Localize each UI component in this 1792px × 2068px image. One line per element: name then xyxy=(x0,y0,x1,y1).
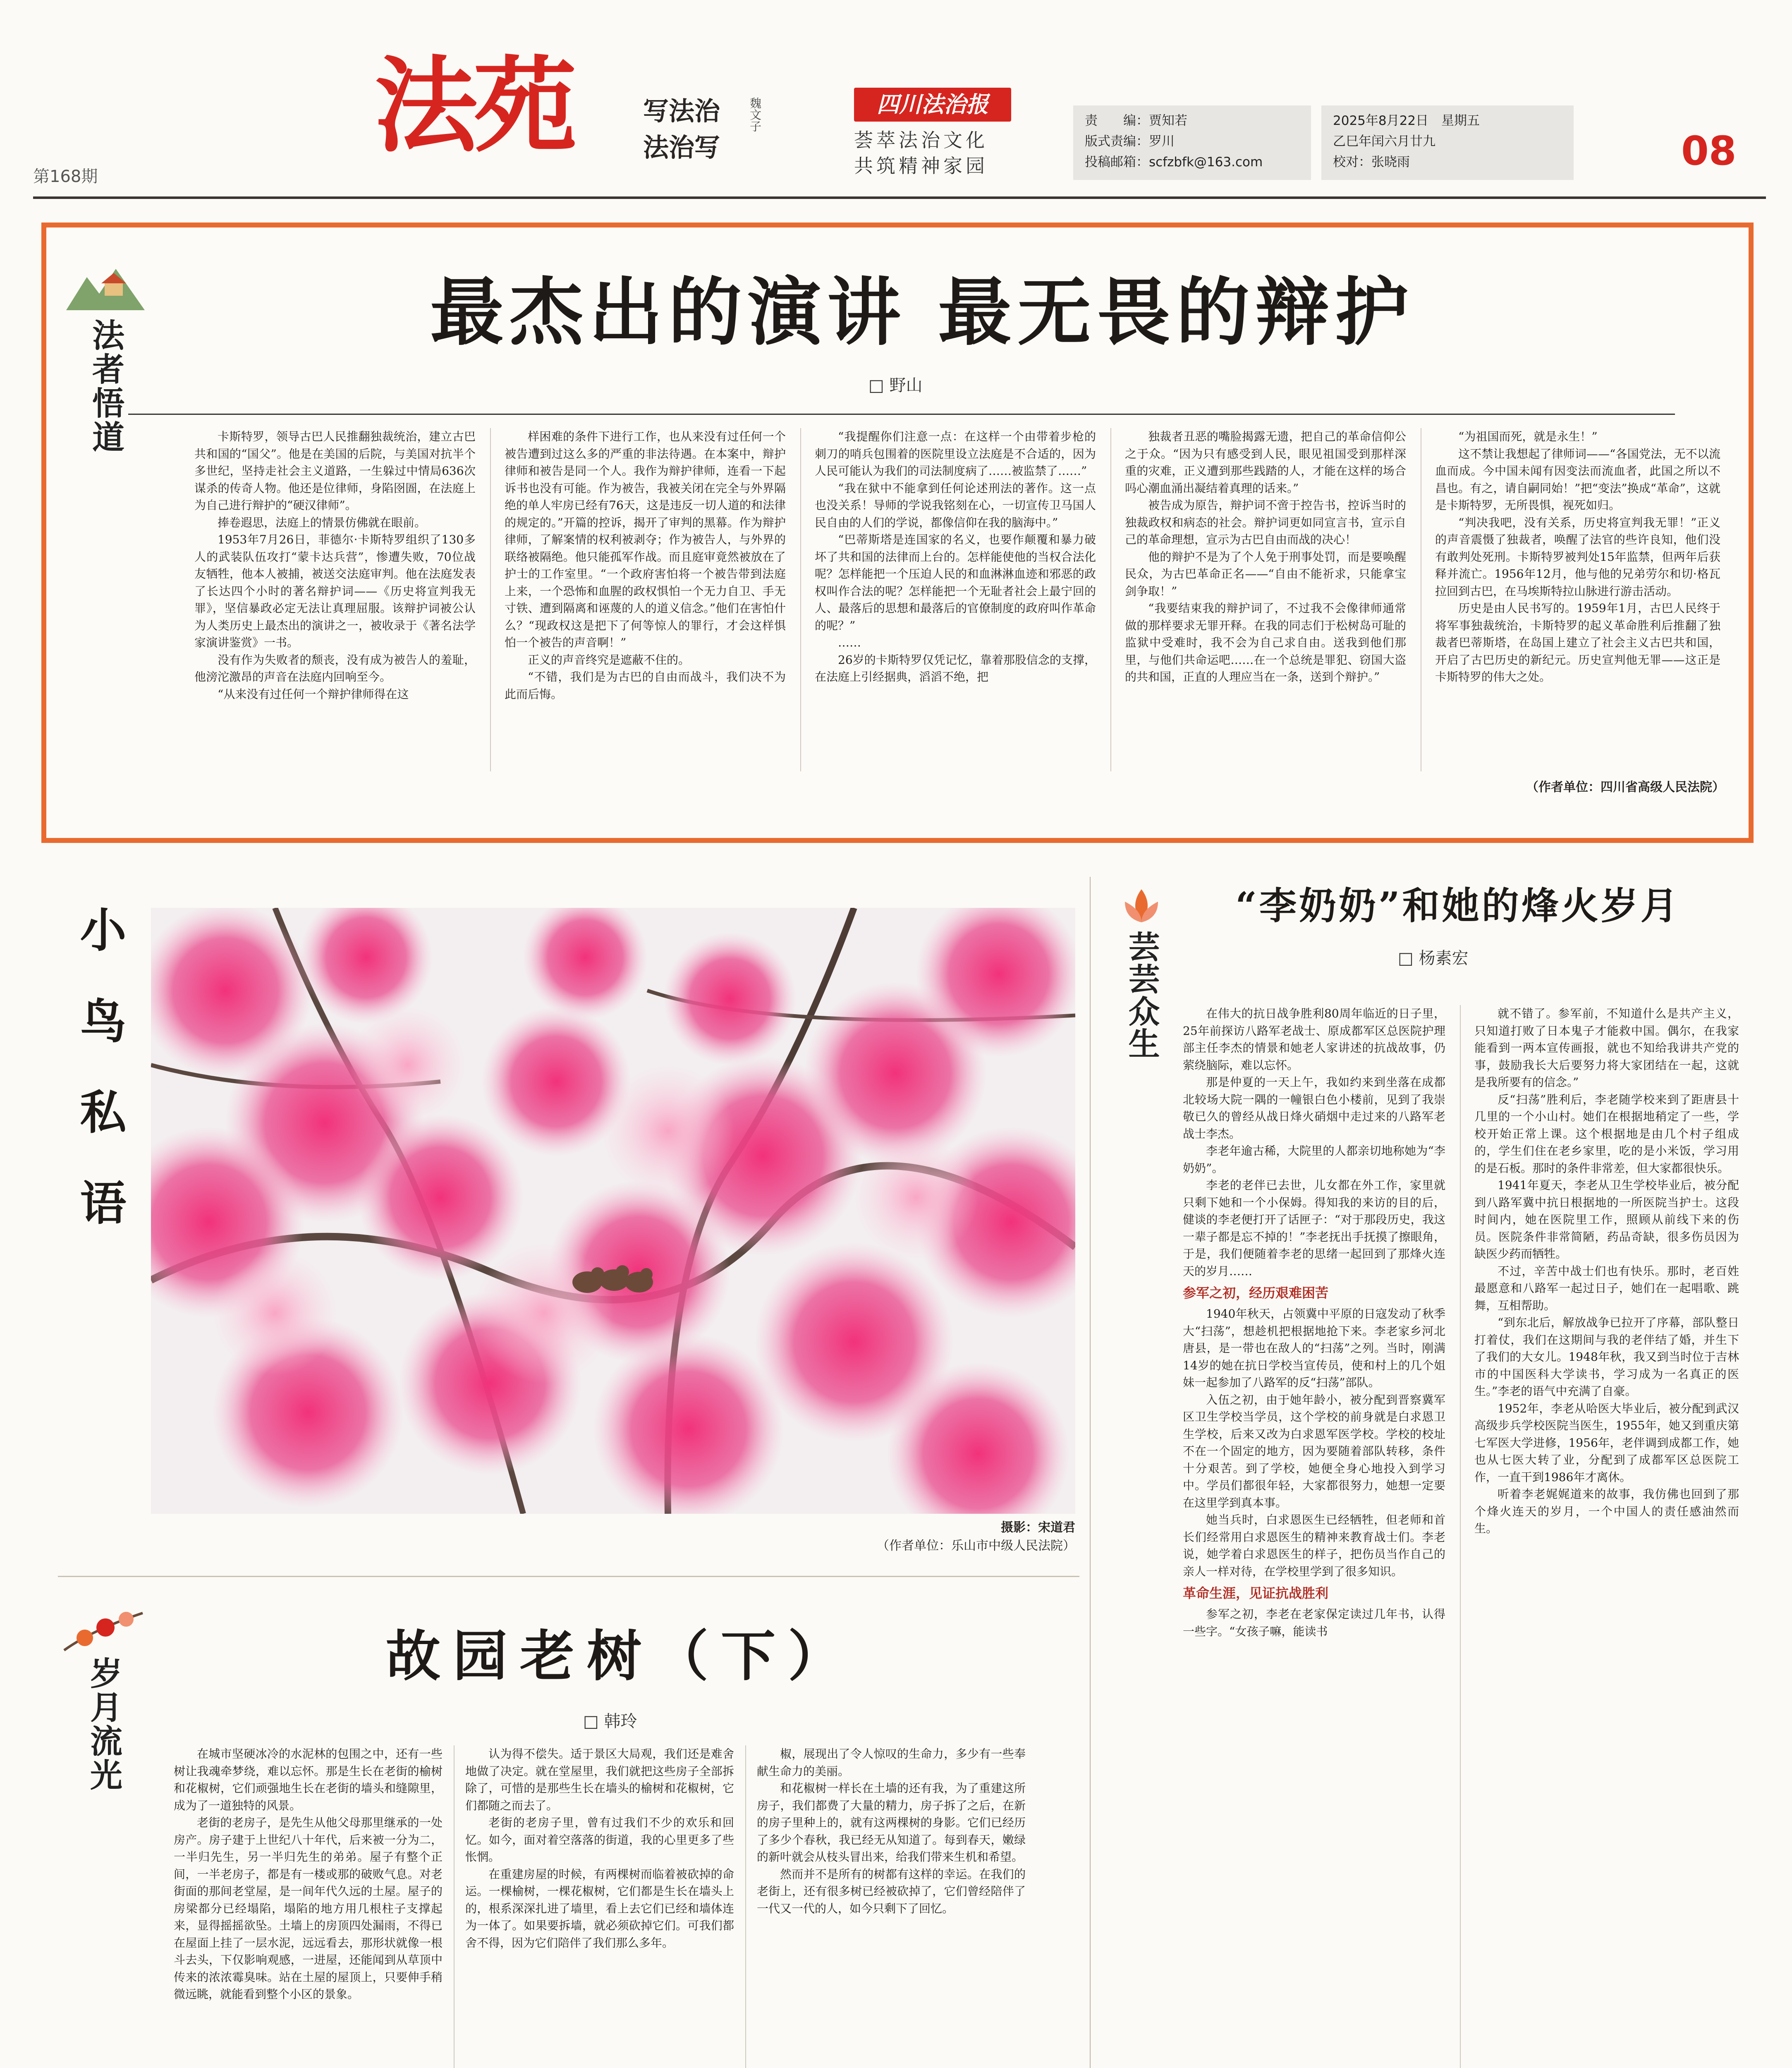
old-trees-column-2 xyxy=(465,1745,734,2068)
masthead-logo: 法苑 xyxy=(374,45,573,166)
feature-section-badge xyxy=(62,285,149,488)
header-rule xyxy=(33,196,1766,199)
feature-column-3 xyxy=(815,428,1096,780)
grandma-paragraph: 那是仲夏的一天上午，我如约来到坐落在成都北较场大院一隅的一幢银白色小楼前，见到了我崇敬已久的曾经从战日烽火硝烟中走过来的八路军老战士李杰。 xyxy=(1183,1075,1445,1141)
column-divider xyxy=(490,428,491,771)
grandma-paragraph: 参军之初，李老在老家保定读过几年书，认得一些字。“女孩子嘛，能读书 xyxy=(1183,1607,1445,1638)
old-trees-author: □ 韩玲 xyxy=(583,1712,637,1731)
grandma-paragraph: 在伟大的抗日战争胜利80周年临近的日子里，25年前探访八路军老战士、原成都军区总医院护理部主任李杰的情景和她老人家讲述的抗战故事，仍萦绕脑际，难以忘怀。 xyxy=(1183,1007,1445,1072)
flower-branch-icon xyxy=(60,1605,151,1654)
editor-line: 责 编：贾知若 xyxy=(1085,113,1187,128)
feature-paragraph: “判决我吧，没有关系，历史将宣判我无罪！”正义的声音震慑了独裁者，唤醒了法官的些许良知，他们没有敢判处死刑。卡斯特罗被判处15年监禁，但两年后获释并流亡。1956年12月，他与他的兄弟劳尔和切·格瓦拉回到古巴，在马埃斯特拉山脉进行游击活动。 xyxy=(1435,515,1720,598)
grandma-title: “李奶奶”和她的烽火岁月 xyxy=(1235,884,1680,928)
blossom-bird-photo xyxy=(151,908,1075,1514)
feature-paragraph: 没有作为失败者的颓丧，没有成为被告人的羞耻，他滂沱激昂的声音在法庭内回响至今。 xyxy=(194,653,476,684)
feature-column-4 xyxy=(1125,428,1406,780)
column-divider xyxy=(454,1745,455,2068)
page-number: 08 xyxy=(1681,128,1737,174)
column-divider xyxy=(745,1745,746,2068)
old-trees-paragraph: 和花椒树一样长在土墙的还有我，为了重建这所房子，我们都费了大量的精力，房子拆了之后，在新的房子里种上的，就有这两棵树的身影。它们已经历了多少个春秋，我已经无从知道了。每到春天，嫩绿的新叶就会从枝头冒出来，给我们带来生机和希望。 xyxy=(757,1781,1026,1864)
feature-credit: （作者单位：四川省高级人民法院） xyxy=(1526,780,1725,795)
section-divider xyxy=(58,1576,1079,1577)
photo-section-title: 小鸟私语 xyxy=(72,906,127,1270)
feature-column-2 xyxy=(505,428,786,780)
grandma-subhead: 革命生涯，见证抗战胜利 xyxy=(1183,1585,1329,1601)
motto-calligraphy xyxy=(643,93,738,166)
motto-signature: 魏文子 xyxy=(748,97,762,132)
old-trees-title: 故园老树（下） xyxy=(386,1624,855,1688)
feature-paragraph: 26岁的卡斯特罗仅凭记忆，靠着那股信念的支撑，在法庭上引经据典，滔滔不绝，把 xyxy=(815,653,1096,684)
feature-paragraph: “为祖国而死，就是永生！” xyxy=(1458,430,1598,443)
lunar-line: 乙巳年闰六月廿九 xyxy=(1333,134,1436,149)
feature-paragraph: 卡斯特罗，领导古巴人民推翻独裁统治，建立古巴共和国的“国父”。他是在美国的后院，与美国对抗半个多世纪，坚持走社会主义道路，一生躲过中情局636次谋杀的传奇人物。他还是位律师，身陷囹圄，在法庭上为自己进行辩护的“硬汉律师”。 xyxy=(194,430,476,512)
old-trees-column-3 xyxy=(757,1745,1026,2068)
feature-paragraph: “我要结束我的辩护词了，不过我不会像律师通常做的那样要求无罪开释。在我的同志们于松树岛可耻的监狱中受难时，我不会为自己求自由。送我到他们那里，与他们共命运吧……在一个总统是罪犯、窃国大盗的共和国，正直的人理应当在一条，送到个辩护。” xyxy=(1125,601,1406,684)
feature-column-5 xyxy=(1435,428,1720,771)
grandma-paragraph: “到东北后，解放战争已拉开了序幕，部队整日打着仗，我们在这期间与我的老伴结了婚，并生下了我们的大女儿。1948年秋，我又到当时位于吉林市的中国医科大学读书，学习成为一名真正的医生。”李老的语气中充满了自豪。 xyxy=(1474,1316,1739,1398)
slogan-line-1: 荟萃法治文化 xyxy=(854,129,988,151)
grandma-paragraph: 1940年秋天，占领冀中平原的日寇发动了秋季大“扫荡”，想趁机把根据地抢下来。李老家乡河北唐县，是一带也在敌人的“扫荡”之列。当时，刚满14岁的她在抗日学校当宣传员，使和村上的几个姐妹一起参加了八路军的反“扫荡”部队。 xyxy=(1183,1307,1445,1389)
old-trees-paragraph: 在城市坚硬冰冷的水泥林的包围之中，还有一些树让我魂牵梦绕，难以忘怀。那是生长在老街的榆树和花椒树，它们顽强地生长在老街的墙头和缝隙里，成为了一道独特的风景。 xyxy=(174,1747,443,1812)
grandma-paragraph: 1941年夏天，李老从卫生学校毕业后，被分配到八路军冀中抗日根据地的一所医院当护士。这段时间内，她在医院里工作，照顾从前线下来的伤员。医院条件非常简陋，药品奇缺，很多伤员因为缺医少药而牺牲。 xyxy=(1474,1178,1739,1261)
grandma-paragraph: 反“扫荡”胜利后，李老随学校来到了距唐县十几里的一个小山村。她们在根据地稍定了一些，学校开始正常上课。这个根据地是由几个村子组成的，学生们住在老乡家里，吃的是小米饭，学习用的是石板。那时的条件非常差，但大家都很快乐。 xyxy=(1474,1092,1739,1175)
grandma-paragraph: 不过，辛苦中战士们也有快乐。那时，老百姓最愿意和八路军一起过日子，她们在一起唱歌、跳舞，互相帮助。 xyxy=(1474,1264,1739,1312)
feature-author: □ 野山 xyxy=(868,376,923,395)
old-trees-paragraph: 在重建房屋的时候，有两棵树而临着被砍掉的命运。一棵榆树，一棵花椒树，它们都是生长在墙头上的，根系深深扎进了墙里，看上去它们已经和墙体连为一体了。如果要拆墙，就必须砍掉它们。可我们都舍不得，因为它们陪伴了我们那么多年。 xyxy=(465,1867,734,1950)
editor-box xyxy=(1073,105,1311,180)
grandma-paragraph: 1952年，李老从哈医大毕业后，被分配到武汉高级步兵学校医院当医生，1955年，她又到重庆第七军医大学进修，1956年，老伴调到成都工作，她也从七医大转了业，分配到了成都军区总医院工作，一直干到1986年才离休。 xyxy=(1474,1401,1739,1484)
feature-paragraph: 1953年7月26日，菲德尔·卡斯特罗组织了130多人的武装队伍攻打“蒙卡达兵营”，惨遭失败，70位战友牺牲，他本人被捕，被送交法庭审判。他在法庭发表了长达四个小时的著名辩护词——《历史将宣判我无罪》，坚信暴政必定无法让真理屈服。该辩护词被公认为人类历史上最杰出的演讲之一，被收录于《著名法学家演讲鉴赏》一书。 xyxy=(194,533,476,649)
feature-title: 最杰出的演讲 最无畏的辩护 xyxy=(430,269,1414,355)
date-box xyxy=(1321,105,1574,180)
grandma-author: □ 杨素宏 xyxy=(1398,949,1469,968)
old-trees-paragraph: 认为得不偿失。适于景区大局观，我们还是难舍地做了决定。就在堂屋里，我们就把这些房子全部拆除了，可惜的是那些生长在墙头的榆树和花椒树，它们都随之而去了。 xyxy=(465,1747,734,1812)
grandma-paragraph: 李老的老伴已去世，儿女都在外工作，家里就只剩下她和一个小保姆。得知我的来访的目的后，健谈的李老便打开了话匣子：“对于那段历史，我这一辈子都是忘不掉的！”李老抚出手抚摸了擦眼角，于是，我们便随着李老的思绪一起回到了那烽火连天的岁月…… xyxy=(1183,1178,1445,1278)
old-trees-section-label: 岁月流光 xyxy=(85,1656,122,1792)
grandma-column-1 xyxy=(1183,1005,1445,2068)
feature-section-label: 法者悟道 xyxy=(87,318,124,454)
old-trees-paragraph: 然而并不是所有的树都有这样的幸运。在我们的老街上，还有很多树已经被砍掉了，它们曾经陪伴了一代又一代的人，如今只剩下了回忆。 xyxy=(757,1867,1026,1915)
grandma-paragraph: 入伍之初，由于她年龄小，被分配到晋察冀军区卫生学校当学员，这个学校的前身就是白求恩卫生学校，后来又改为白求恩军医学校。学校的校址不在一个固定的地方，因为要随着部队转移，条件十分艰苦。到了学校，她便全身心地投入到学习中。学员们都很年轻，大家都很努力，她想一定要在这里学到真本事。 xyxy=(1183,1393,1445,1510)
feature-paragraph: 捧卷遐思，法庭上的情景仿佛就在眼前。 xyxy=(218,515,426,529)
motto-line-2: 法治写 xyxy=(643,132,720,163)
feature-paragraph: 他的辩护不是为了个人免于刑事处罚，而是要唤醒民众，为古巴革命正名——“自由不能祈求，只能拿宝剑争取！” xyxy=(1125,550,1406,598)
feature-paragraph: 正义的声音终究是遮蔽不住的。 xyxy=(528,653,690,667)
grandma-paragraph: 就不错了。参军前，不知道什么是共产主义，只知道打败了日本鬼子才能救中国。偶尔，在我家能看到一两本宣传画报，就也不知给我讲共产党的事，鼓励我长大后要努力将大家团结在一起，这就是我所要有的信念。” xyxy=(1474,1007,1739,1089)
newspaper-badge xyxy=(854,88,1011,122)
feature-paragraph: “不错，我们是为古巴的自由而战斗，我们决不为此而后悔。 xyxy=(505,670,786,701)
old-trees-section-badge xyxy=(60,1621,151,1836)
feature-paragraph: “我提醒你们注意一点：在这样一个由带着步枪的刺刀的哨兵包围着的医院里设立法庭是不合适的，因为人民可能认为我们的司法制度病了……被监禁了……” xyxy=(815,430,1096,478)
grandma-subhead: 参军之初，经历艰难困苦 xyxy=(1183,1285,1329,1301)
feature-paragraph: 被告成为原告，辩护词不啻于控告书，控诉当时的独裁政权和病态的社会。辩护词更如同宣言书，宣示自己的革命理想，宣示为古巴自由而战的决心！ xyxy=(1125,498,1406,546)
mountain-pavilion-icon xyxy=(62,261,149,314)
feature-paragraph: 独裁者丑恶的嘴脸揭露无遗，把自己的革命信仰公之于众。“因为只有感受到人民，眼见祖国受到那样深重的灾难，正义遭到那些践踏的人，才能在这样的场合吗心潮血涌出凝结着真理的话来。” xyxy=(1125,430,1406,495)
column-divider xyxy=(1460,1005,1461,2068)
grandma-section-label: 芸芸众生 xyxy=(1123,931,1160,1060)
layout-editor-line: 版式责编：罗川 xyxy=(1085,134,1175,149)
feature-paragraph: …… xyxy=(838,636,861,649)
slogan xyxy=(854,127,988,179)
feature-column-1 xyxy=(194,428,476,780)
slogan-line-2: 共筑精神家园 xyxy=(854,155,988,177)
issue-label: 第168期 xyxy=(33,167,98,186)
proof-line: 校对：张晓雨 xyxy=(1333,155,1410,170)
motto-line-1: 写法治 xyxy=(643,96,720,126)
email-line: 投稿邮箱：scfzbfk@163.com xyxy=(1085,155,1263,170)
grandma-paragraph: 听着李老娓娓道来的故事，我仿佛也回到了那个烽火连天的岁月，一个中国人的责任感油然而生。 xyxy=(1474,1487,1739,1535)
grandma-column-2 xyxy=(1474,1005,1739,2068)
feature-paragraph: “巴蒂斯塔是连国家的名义，也要作颠覆和暴力破坏了共和国的法律而上台的。怎样能使他的当权合法化呢？怎样能把一个压迫人民的和血淋淋血迹和邪恶的政权叫作合法的呢？怎样能把一个无耻者社会上最宁回的人、最落后的思想和最落后的官僚制度的政府叫作革命的呢？” xyxy=(815,533,1096,632)
feature-lead-rule xyxy=(128,414,1675,415)
column-divider xyxy=(800,428,801,771)
feature-paragraph: 这不禁让我想起了律师词——“各国党法，无不以流血而成。今中国未闻有因变法而流血者，此国之所以不昌也。有之，请自嗣同始！”把“变法”换成“革命”，这就是卡斯特罗，无所畏惧，视死如归。 xyxy=(1435,447,1720,512)
photo-unit-credit: （作者单位：乐山市中级人民法院） xyxy=(877,1539,1075,1553)
grandma-paragraph: 她当兵时，白求恩医生已经牺牲，但老师和首长们经常用白求恩医生的精神来教育战士们。李老说，她学着白求恩医生的样子，把伤员当作自己的亲人一样对待，在学校里学到了很多知识。 xyxy=(1183,1513,1445,1578)
feature-paragraph: “从来没有过任何一个辩护律师得在这 xyxy=(218,687,409,701)
old-trees-paragraph: 椒，展现出了令人惊叹的生命力，多少有一些奉献生命力的美丽。 xyxy=(757,1747,1026,1778)
feature-paragraph: 样困难的条件下进行工作，也从来没有过任何一个被告遭到过这么多的严重的非法待遇。在本案中，辩护律师和被告是同一个人。我作为辩护律师，连看一下起诉书也没有可能。作为被告，我被关闭在完全与外界隔绝的单人牢房已经有76天，这是违反一切人道的和法律的规定的。”开篇的控诉，揭开了审判的黑幕。作为辩护律师，了解案情的权利被剥夺；作为被告人，与外界的联络被隔绝。他只能孤军作战。而且庭审竟然被放在了护士的工作室里。“一个政府害怕将一个被告带到法庭上来，一个恐怖和血腥的政权惧怕一个无力自卫、手无寸铁、遭到隔离和诬蔑的人的道义信念。”他们在害怕什么？“现政权这是把下了何等惊人的罪行，才会这样惧怕一个被告的声音啊！” xyxy=(505,430,786,649)
grandma-paragraph: 李老年逾古稀，大院里的人都亲切地称她为“李奶奶”。 xyxy=(1183,1144,1445,1175)
old-trees-paragraph: 老街的老房子里，曾有过我们不少的欢乐和回忆。如今，面对着空落落的街道，我的心里更多了些怅惘。 xyxy=(465,1816,734,1864)
old-trees-paragraph: 老街的老房子，是先生从他父母那里继承的一处房产。房子建于上世纪八十年代，后来被一分为二，一半归先生，另一半归先生的弟弟。屋子有整个正间，一半老房子，都是有一楼或那的破败气息。对老街面的那间老堂屋，是一间年代久远的土屋。屋子的房梁都分已经塌陷，塌陷的地方用几根柱子支撑起来，显得摇摇欲坠。土墙上的房顶四处漏雨，不得已在屋面上挂了一层水泥，远远看去，那形状就像一根斗去头，下仅影响观感，一进屋，还能闻到从草顶中传来的浓浓霉臭味。站在土屋的屋顶上，只要伸手稍微远眺，就能看到整个小区的景象。 xyxy=(174,1816,443,2001)
date-line: 2025年8月22日 星期五 xyxy=(1333,113,1480,128)
feature-paragraph: 历史是由人民书写的。1959年1月，古巴人民终于将军事独裁统治，卡斯特罗的起义革命胜利后推翻了独裁者巴蒂斯塔，在岛国上建立了社会主义古巴共和国，开启了古巴历史的新纪元。历史宣判他无罪——这正是卡斯特罗的伟大之处。 xyxy=(1435,601,1720,684)
lotus-icon xyxy=(1100,881,1183,926)
section-vertical-divider xyxy=(1090,877,1091,2068)
photo-credit: 摄影：宋道君 xyxy=(1001,1520,1075,1535)
feature-paragraph: “我在狱中不能拿到任何论述刑法的著作。这一点也没关系！导师的学说我铭刻在心，一切宣传卫马国人民自由的人们的学说，都像信仰在我的脑海中。” xyxy=(815,481,1096,529)
grandma-section-badge xyxy=(1100,881,1183,1079)
newspaper-badge-text: 四川法治报 xyxy=(877,91,988,117)
old-trees-column-1 xyxy=(174,1745,443,2068)
column-divider xyxy=(1110,428,1111,771)
blossom-photo-artwork xyxy=(151,908,1075,1514)
